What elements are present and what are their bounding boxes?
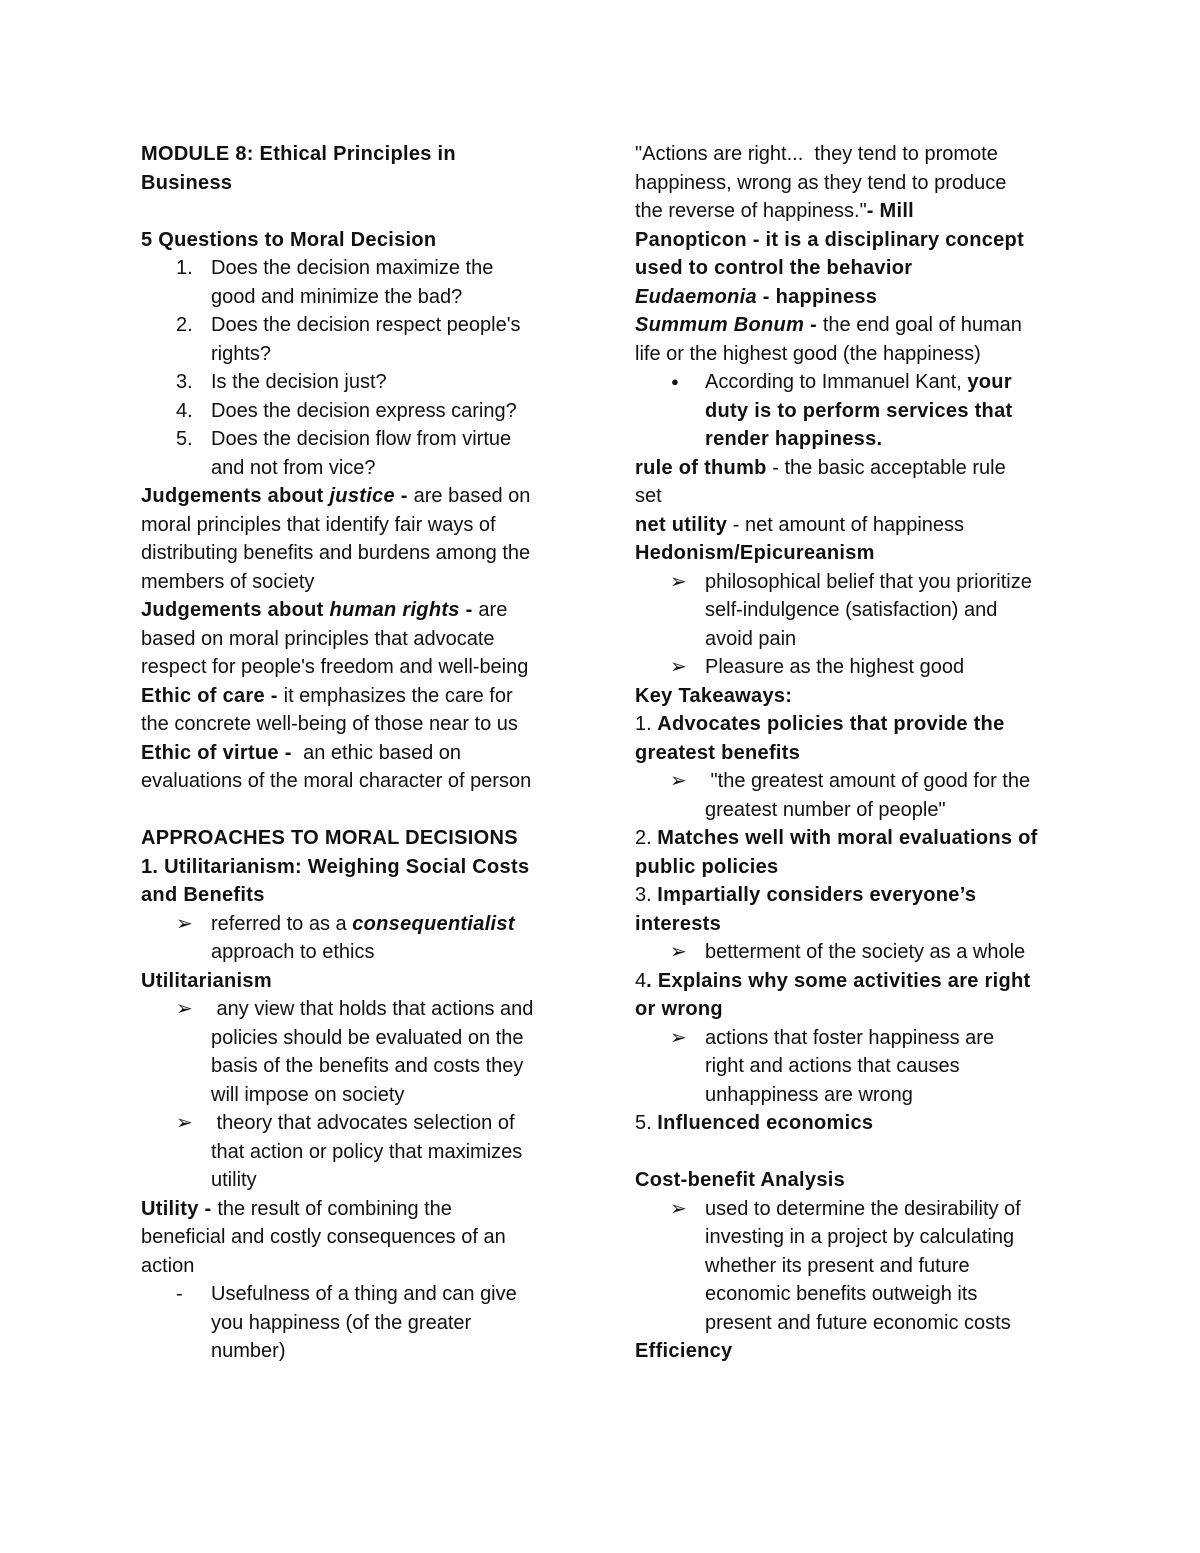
text-line bbox=[635, 1223, 1105, 1252]
text-segment: self-indulgence (satisfaction) and bbox=[705, 599, 998, 621]
text-segment: and Benefits bbox=[141, 884, 265, 906]
text-segment: 1. bbox=[635, 713, 658, 735]
text-segment: that action or policy that maximizes bbox=[211, 1140, 523, 1163]
arrow-bullet-icon: ➢ bbox=[670, 770, 687, 792]
text-segment: 4 bbox=[635, 969, 647, 992]
text-line bbox=[141, 283, 611, 312]
text-segment: your bbox=[967, 371, 1012, 393]
text-line bbox=[635, 995, 1105, 1024]
text-segment: an ethic based on bbox=[297, 741, 461, 764]
text-segment: Key Takeaways: bbox=[635, 684, 793, 707]
text-line bbox=[635, 739, 1105, 768]
text-line bbox=[635, 625, 1105, 654]
text-segment: greatest number of people" bbox=[705, 798, 946, 821]
text-line bbox=[635, 824, 1105, 853]
text-segment: policies should be evaluated on the bbox=[211, 1026, 524, 1049]
text-line bbox=[141, 824, 611, 853]
text-segment: Eudaemonia bbox=[635, 285, 757, 308]
text-segment: basis of the benefits and costs they bbox=[211, 1055, 524, 1077]
text-line bbox=[141, 539, 611, 568]
text-segment: 3. bbox=[635, 884, 658, 906]
text-line bbox=[141, 881, 611, 910]
text-segment: and not from vice? bbox=[211, 456, 376, 479]
text-line bbox=[635, 853, 1105, 882]
text-segment: Pleasure as the highest good bbox=[705, 656, 965, 678]
text-line bbox=[141, 1195, 611, 1224]
text-segment: Summum Bonum bbox=[635, 314, 805, 336]
text-line bbox=[635, 1024, 1105, 1053]
text-segment: "the greatest amount of good for the bbox=[705, 770, 1031, 792]
dot-bullet-icon: ● bbox=[671, 374, 679, 389]
text-segment: 5. bbox=[635, 1112, 658, 1134]
text-line bbox=[141, 938, 611, 967]
text-segment: 5 Questions to Moral Decision bbox=[141, 228, 437, 251]
text-line bbox=[635, 938, 1105, 967]
text-segment: "Actions are right... they tend to promote bbox=[635, 143, 998, 165]
text-segment: Usefulness of a thing and can give bbox=[211, 1283, 517, 1305]
text-segment: Efficiency bbox=[635, 1340, 733, 1362]
text-line bbox=[635, 1052, 1105, 1081]
text-segment: Business bbox=[141, 171, 233, 194]
text-segment: Does the decision flow from virtue bbox=[211, 428, 512, 450]
text-line bbox=[141, 197, 611, 226]
text-line bbox=[141, 1052, 611, 1081]
text-segment: evaluations of the moral character of person bbox=[141, 770, 532, 792]
text-segment: the result of combining the bbox=[217, 1197, 452, 1220]
text-segment: interests bbox=[635, 912, 722, 935]
text-segment: the concrete well-being of those near to us bbox=[141, 713, 518, 735]
text-segment: . Explains why some activities are right bbox=[646, 969, 1031, 992]
text-line bbox=[141, 254, 611, 283]
text-segment: - bbox=[459, 599, 479, 621]
text-segment: Panopticon - it is a disciplinary concept bbox=[635, 228, 1025, 251]
text-line bbox=[141, 1223, 611, 1252]
text-line bbox=[635, 881, 1105, 910]
text-line bbox=[635, 254, 1105, 283]
text-line bbox=[635, 368, 1105, 397]
text-segment: Ethic of care - bbox=[141, 684, 284, 707]
text-segment: economic benefits outweigh its bbox=[705, 1283, 978, 1305]
text-line bbox=[635, 596, 1105, 625]
text-segment: respect for people's freedom and well-being bbox=[141, 656, 529, 678]
text-line bbox=[635, 340, 1105, 369]
text-line bbox=[141, 340, 611, 369]
text-segment: happiness, wrong as they tend to produce bbox=[635, 171, 1007, 194]
text-line bbox=[141, 454, 611, 483]
text-segment: used to control the behavior bbox=[635, 257, 913, 279]
text-segment: beneficial and costly consequences of an bbox=[141, 1226, 506, 1248]
text-segment: consequentialist bbox=[352, 912, 515, 935]
text-line bbox=[635, 283, 1105, 312]
text-segment: action bbox=[141, 1254, 195, 1277]
text-line bbox=[635, 1195, 1105, 1224]
text-line bbox=[635, 967, 1105, 996]
text-line bbox=[141, 511, 611, 540]
text-segment: betterment of the society as a whole bbox=[705, 941, 1026, 963]
text-line bbox=[635, 397, 1105, 426]
text-segment: are based on bbox=[413, 485, 531, 507]
text-line bbox=[141, 910, 611, 939]
text-segment: Is the decision just? bbox=[211, 371, 387, 393]
text-line bbox=[635, 796, 1105, 825]
text-line bbox=[635, 1081, 1105, 1110]
text-line bbox=[635, 454, 1105, 483]
text-segment: rights? bbox=[211, 342, 272, 365]
text-line bbox=[141, 226, 611, 255]
text-line bbox=[141, 767, 611, 796]
text-line bbox=[635, 1252, 1105, 1281]
text-segment: the reverse of happiness." bbox=[635, 200, 867, 222]
text-segment: public policies bbox=[635, 855, 779, 878]
text-segment: any view that holds that actions and bbox=[211, 998, 534, 1020]
text-segment: it emphasizes the care for bbox=[283, 684, 513, 707]
arrow-bullet-icon: ➢ bbox=[670, 570, 687, 593]
list-marker: 1. bbox=[176, 257, 193, 279]
text-segment: render happiness. bbox=[705, 428, 883, 450]
text-segment: Judgements about bbox=[141, 599, 330, 621]
text-segment: members of society bbox=[141, 570, 315, 593]
text-segment: - net amount of happiness bbox=[727, 513, 965, 536]
arrow-bullet-icon: ➢ bbox=[670, 1197, 687, 1220]
text-segment: Utility - bbox=[141, 1197, 218, 1220]
arrow-bullet-icon: ➢ bbox=[176, 912, 193, 935]
text-segment: Influenced economics bbox=[657, 1112, 874, 1134]
text-segment: will impose on society bbox=[211, 1083, 405, 1106]
text-line bbox=[141, 1081, 611, 1110]
text-line bbox=[635, 482, 1105, 511]
right-column bbox=[635, 140, 1105, 1366]
text-segment: Hedonism/Epicureanism bbox=[635, 542, 875, 564]
text-segment: Utilitarianism bbox=[141, 969, 272, 992]
list-marker: 3. bbox=[176, 371, 193, 393]
text-line bbox=[141, 995, 611, 1024]
text-line bbox=[141, 311, 611, 340]
text-line bbox=[141, 967, 611, 996]
text-line bbox=[141, 568, 611, 597]
text-segment: Matches well with moral evaluations of bbox=[657, 827, 1038, 849]
list-marker: 4. bbox=[176, 399, 193, 422]
text-line bbox=[141, 425, 611, 454]
text-segment: justice bbox=[329, 485, 395, 507]
text-line bbox=[635, 140, 1105, 169]
text-line bbox=[635, 169, 1105, 198]
list-marker: 5. bbox=[176, 428, 193, 450]
text-segment: are bbox=[478, 599, 508, 621]
text-line bbox=[635, 539, 1105, 568]
text-line bbox=[141, 1109, 611, 1138]
text-segment: good and minimize the bad? bbox=[211, 285, 463, 308]
text-segment: used to determine the desirability of bbox=[705, 1197, 1021, 1220]
list-marker: 2. bbox=[176, 314, 193, 336]
text-line bbox=[141, 1166, 611, 1195]
text-segment: 2. bbox=[635, 827, 658, 849]
text-line bbox=[141, 596, 611, 625]
list-marker: - bbox=[176, 1283, 183, 1305]
text-line bbox=[141, 1138, 611, 1167]
text-line bbox=[141, 796, 611, 825]
text-line bbox=[635, 568, 1105, 597]
text-segment: right and actions that causes bbox=[705, 1055, 960, 1077]
text-segment: set bbox=[635, 485, 662, 507]
text-segment: the end goal of human bbox=[822, 314, 1022, 336]
text-segment: greatest benefits bbox=[635, 741, 801, 764]
text-segment: based on moral principles that advocate bbox=[141, 627, 495, 650]
text-segment: present and future economic costs bbox=[705, 1311, 1011, 1334]
text-segment: MODULE 8: Ethical Principles in bbox=[141, 143, 456, 165]
text-segment: utility bbox=[211, 1169, 257, 1191]
text-segment: unhappiness are wrong bbox=[705, 1083, 913, 1106]
left-column bbox=[141, 140, 611, 1366]
text-segment: distributing benefits and burdens among the bbox=[141, 542, 531, 564]
text-line bbox=[141, 1252, 611, 1281]
text-line bbox=[141, 140, 611, 169]
text-line bbox=[141, 853, 611, 882]
text-line bbox=[141, 482, 611, 511]
arrow-bullet-icon: ➢ bbox=[670, 1026, 687, 1049]
text-segment: - the basic acceptable rule bbox=[766, 456, 1006, 479]
text-line bbox=[141, 653, 611, 682]
text-line bbox=[141, 1309, 611, 1338]
text-segment: Judgements about bbox=[141, 485, 330, 507]
text-line bbox=[635, 1280, 1105, 1309]
arrow-bullet-icon: ➢ bbox=[176, 998, 193, 1020]
text-segment: - Mill bbox=[866, 200, 915, 222]
text-line bbox=[141, 1280, 611, 1309]
text-line bbox=[141, 1337, 611, 1366]
text-line bbox=[635, 653, 1105, 682]
text-segment: rule of thumb bbox=[635, 456, 767, 479]
text-segment: actions that foster happiness are bbox=[705, 1026, 995, 1049]
text-segment: APPROACHES TO MORAL DECISIONS bbox=[141, 827, 518, 849]
text-line bbox=[635, 1109, 1105, 1138]
text-segment: avoid pain bbox=[705, 627, 797, 650]
text-segment: - bbox=[804, 314, 823, 336]
text-line bbox=[635, 1337, 1105, 1366]
text-line bbox=[141, 397, 611, 426]
text-segment: referred to as a bbox=[211, 912, 353, 935]
arrow-bullet-icon: ➢ bbox=[670, 656, 687, 678]
text-segment: whether its present and future bbox=[705, 1254, 970, 1277]
text-segment: - bbox=[394, 485, 414, 507]
text-line bbox=[141, 739, 611, 768]
text-line bbox=[141, 682, 611, 711]
text-segment: Impartially considers everyone’s bbox=[657, 884, 977, 906]
text-line bbox=[141, 1024, 611, 1053]
text-segment: According to Immanuel Kant, bbox=[705, 371, 968, 393]
text-segment: Advocates policies that provide the bbox=[657, 713, 1005, 735]
text-segment: moral principles that identify fair ways of bbox=[141, 513, 496, 536]
text-segment: you happiness (of the greater bbox=[211, 1311, 472, 1334]
text-line bbox=[635, 710, 1105, 739]
text-line bbox=[141, 368, 611, 397]
text-segment: Does the decision maximize the bbox=[211, 257, 494, 279]
text-segment: human rights bbox=[329, 599, 460, 621]
text-line bbox=[635, 425, 1105, 454]
text-line bbox=[141, 625, 611, 654]
text-line bbox=[635, 1309, 1105, 1338]
text-line bbox=[635, 682, 1105, 711]
text-line bbox=[635, 311, 1105, 340]
text-segment: duty is to perform services that bbox=[705, 399, 1013, 422]
arrow-bullet-icon: ➢ bbox=[176, 1112, 193, 1134]
text-line bbox=[141, 169, 611, 198]
text-segment: Ethic of virtue - bbox=[141, 741, 298, 764]
text-line bbox=[635, 767, 1105, 796]
text-segment: philosophical belief that you prioritize bbox=[705, 570, 1032, 593]
text-line bbox=[635, 910, 1105, 939]
text-segment: theory that advocates selection of bbox=[211, 1112, 515, 1134]
text-line bbox=[635, 197, 1105, 226]
text-segment: - happiness bbox=[756, 285, 878, 308]
text-segment: Cost-benefit Analysis bbox=[635, 1169, 846, 1191]
text-segment: Does the decision respect people's bbox=[211, 314, 521, 336]
text-segment: investing in a project by calculating bbox=[705, 1226, 1015, 1248]
text-line bbox=[635, 1138, 1105, 1167]
text-line bbox=[635, 511, 1105, 540]
text-segment: net utility bbox=[635, 513, 728, 536]
text-segment: life or the highest good (the happiness) bbox=[635, 342, 981, 365]
text-line bbox=[635, 226, 1105, 255]
text-segment: approach to ethics bbox=[211, 941, 375, 963]
text-segment: 1. Utilitarianism: Weighing Social Costs bbox=[141, 855, 530, 878]
text-line bbox=[141, 710, 611, 739]
text-segment: number) bbox=[211, 1340, 286, 1362]
text-segment: Does the decision express caring? bbox=[211, 399, 517, 422]
arrow-bullet-icon: ➢ bbox=[670, 941, 687, 963]
text-segment: or wrong bbox=[635, 998, 723, 1020]
text-line bbox=[635, 1166, 1105, 1195]
